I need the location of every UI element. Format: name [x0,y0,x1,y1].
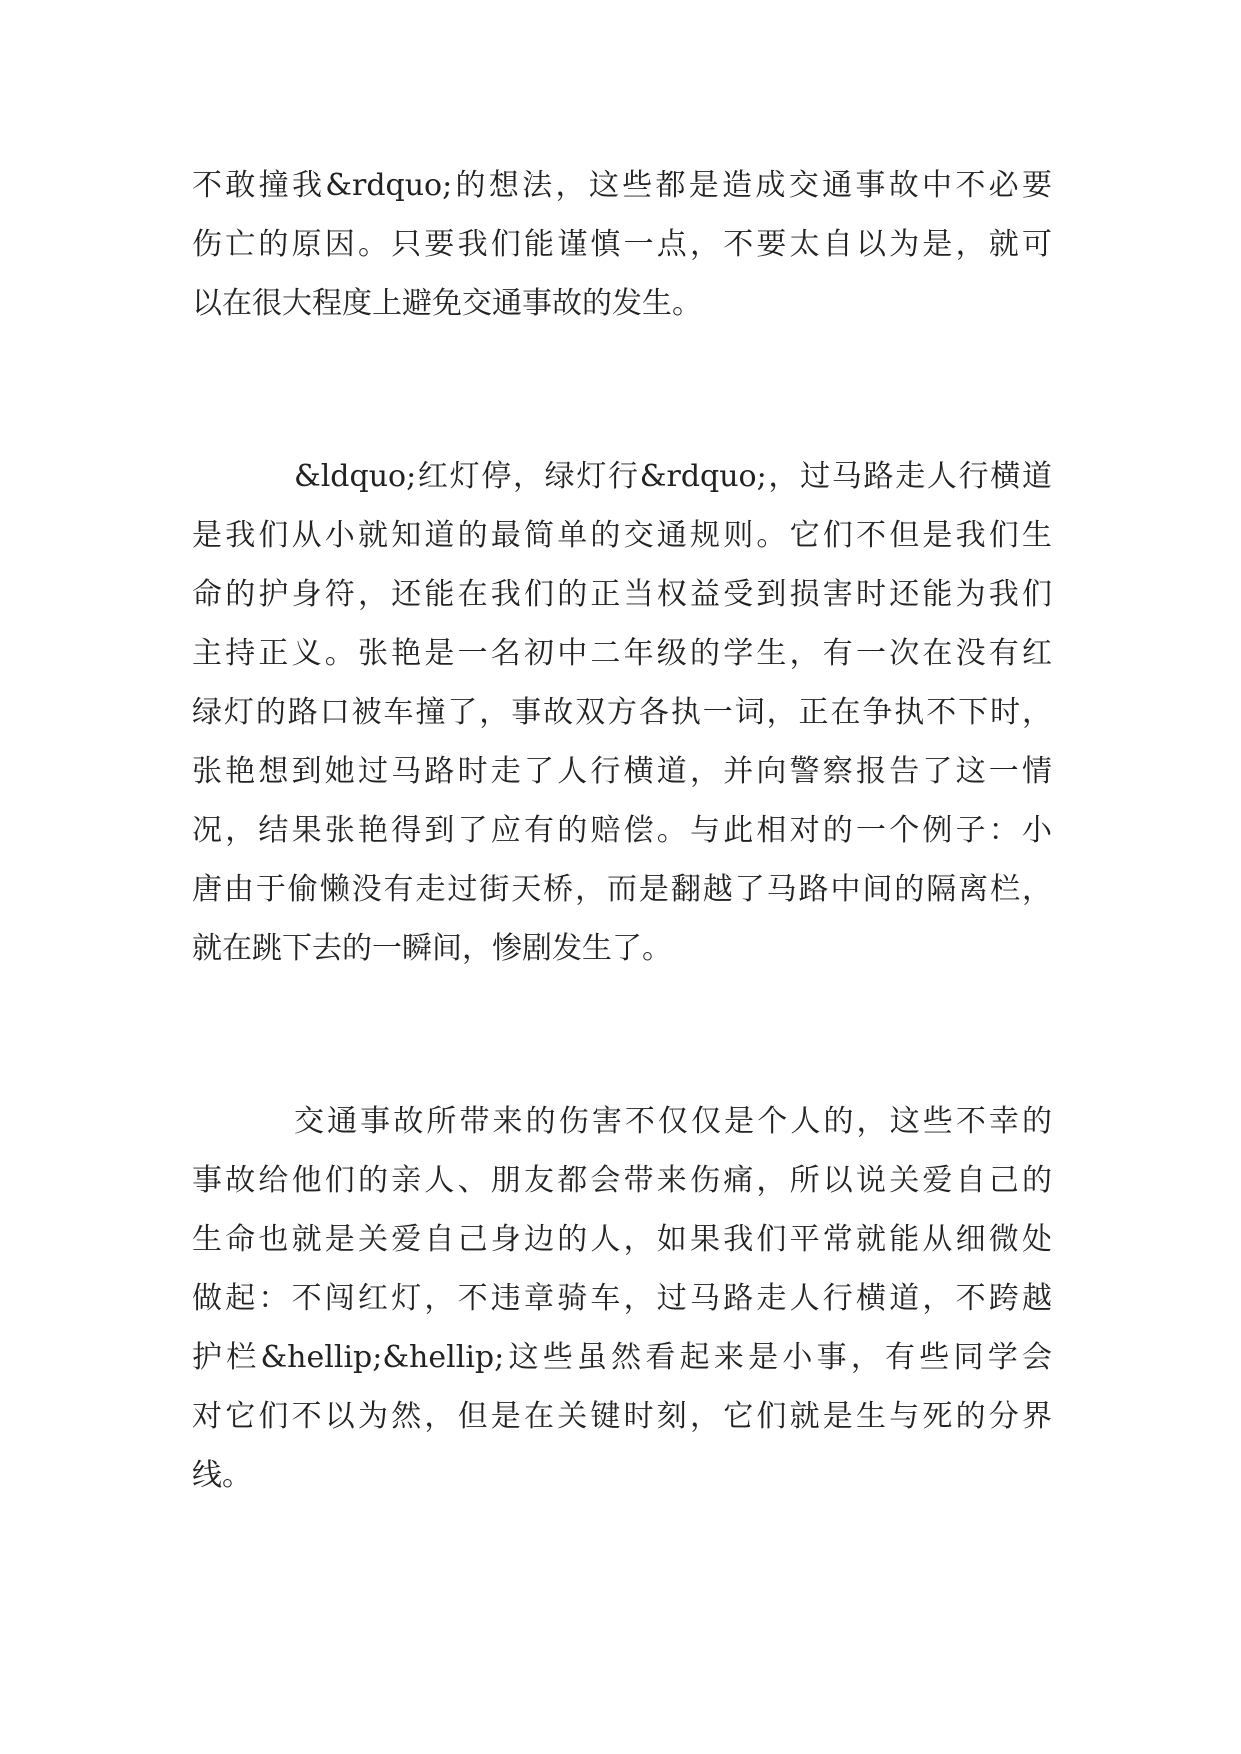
paragraph-line: 绿灯的路口被车撞了，事故双方各执一词，正在争执不下时， [192,695,1052,730]
paragraph-line: 护栏&hellip;&hellip;这些虽然看起来是小事，有些同学会 [192,1340,1052,1375]
paragraph-line: 主持正义。张艳是一名初中二年级的学生，有一次在没有红 [192,636,1052,671]
paragraph-line: 况，结果张艳得到了应有的赔偿。与此相对的一个例子：小 [192,813,1052,848]
paragraph-line: 伤亡的原因。只要我们能谨慎一点，不要太自以为是，就可 [192,227,1052,262]
paragraph-line: 唐由于偷懒没有走过街天桥，而是翻越了马路中间的隔离栏， [192,872,1052,907]
paragraph-line: 以在很大程度上避免交通事故的发生。 [192,286,702,321]
paragraph-line: 是我们从小就知道的最简单的交通规则。它们不但是我们生 [192,518,1052,553]
paragraph-line: 不敢撞我&rdquo;的想法，这些都是造成交通事故中不必要 [192,168,1052,203]
paragraph-line: 交通事故所带来的伤害不仅仅是个人的，这些不幸的 [294,1104,1052,1139]
paragraph-line: 对它们不以为然，但是在关键时刻，它们就是生与死的分界 [192,1399,1052,1434]
paragraph-line: 事故给他们的亲人、朋友都会带来伤痛，所以说关爱自己的 [192,1163,1052,1198]
paragraph-line: 张艳想到她过马路时走了人行横道，并向警察报告了这一情 [192,754,1052,789]
paragraph-line: 就在跳下去的一瞬间，惨剧发生了。 [192,931,672,966]
paragraph-3 [192,1092,1052,1505]
paragraph-line: 命的护身符，还能在我们的正当权益受到损害时还能为我们 [192,577,1052,612]
paragraph-line: 生命也就是关爱自己身边的人，如果我们平常就能从细微处 [192,1222,1052,1257]
paragraph-2 [192,447,1052,978]
paragraph-line: 线。 [192,1458,252,1493]
paragraph-line: &ldquo;红灯停，绿灯行&rdquo;，过马路走人行横道 [294,459,1052,494]
paragraph-1 [192,156,1052,333]
paragraph-line: 做起：不闯红灯，不违章骑车，过马路走人行横道，不跨越 [192,1281,1052,1316]
